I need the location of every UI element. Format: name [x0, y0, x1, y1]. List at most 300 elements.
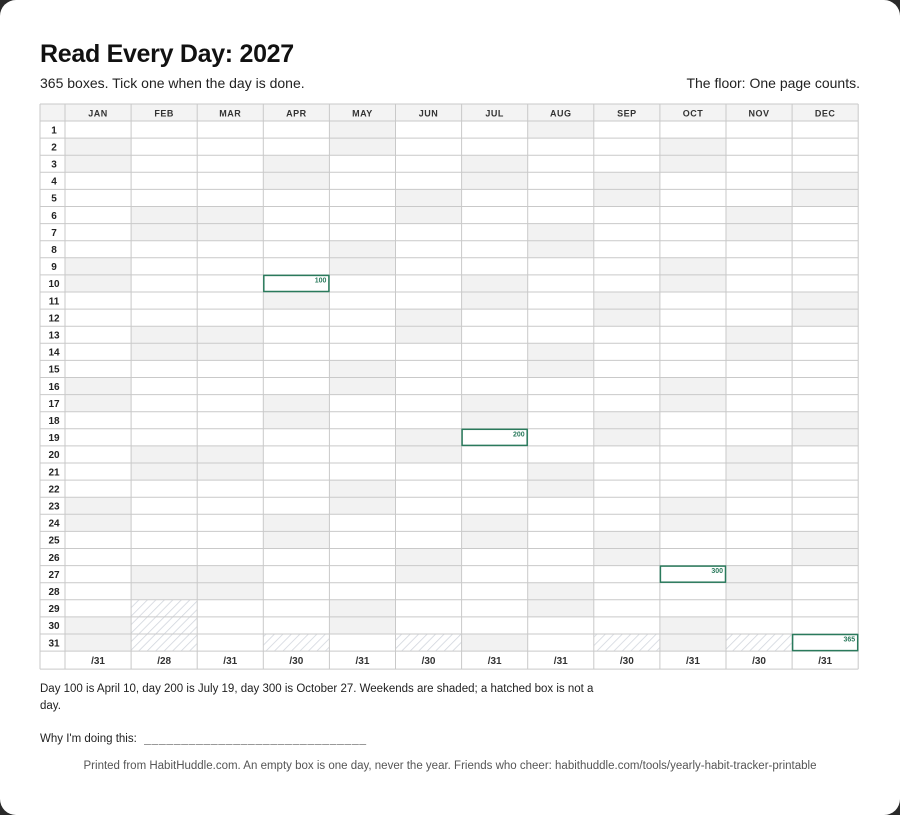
weekend-day-box[interactable] — [462, 395, 528, 412]
day-box[interactable] — [594, 343, 660, 360]
weekend-day-box[interactable] — [594, 429, 660, 446]
day-box[interactable] — [726, 155, 792, 172]
weekend-day-box[interactable] — [396, 566, 462, 583]
day-box[interactable] — [660, 360, 726, 377]
day-box[interactable] — [65, 326, 131, 343]
day-box[interactable] — [462, 258, 528, 275]
weekend-day-box[interactable] — [792, 412, 858, 429]
day-box[interactable] — [462, 566, 528, 583]
weekend-day-box[interactable] — [528, 343, 594, 360]
weekend-day-box[interactable] — [660, 155, 726, 172]
day-box[interactable] — [65, 207, 131, 224]
day-box[interactable] — [263, 224, 329, 241]
day-box[interactable] — [396, 241, 462, 258]
day-box[interactable] — [396, 531, 462, 548]
day-box[interactable] — [462, 241, 528, 258]
day-box[interactable] — [65, 189, 131, 206]
day-box[interactable] — [792, 480, 858, 497]
day-box[interactable] — [594, 446, 660, 463]
day-box[interactable] — [65, 549, 131, 566]
day-box[interactable] — [792, 617, 858, 634]
day-box[interactable] — [792, 463, 858, 480]
weekend-day-box[interactable] — [726, 463, 792, 480]
day-box[interactable] — [660, 189, 726, 206]
day-box[interactable] — [726, 189, 792, 206]
day-box[interactable] — [263, 138, 329, 155]
day-box[interactable] — [65, 241, 131, 258]
day-box[interactable] — [594, 395, 660, 412]
day-box[interactable] — [726, 258, 792, 275]
day-box[interactable] — [65, 480, 131, 497]
weekend-day-box[interactable] — [131, 566, 197, 583]
day-box[interactable] — [396, 600, 462, 617]
weekend-day-box[interactable] — [396, 446, 462, 463]
day-box[interactable] — [329, 634, 395, 651]
weekend-day-box[interactable] — [660, 138, 726, 155]
day-box[interactable] — [594, 583, 660, 600]
day-box[interactable] — [792, 600, 858, 617]
day-box[interactable] — [329, 326, 395, 343]
day-box[interactable] — [65, 531, 131, 548]
weekend-day-box[interactable] — [792, 429, 858, 446]
day-box[interactable] — [65, 343, 131, 360]
day-box[interactable] — [528, 275, 594, 292]
day-box[interactable] — [197, 258, 263, 275]
day-box[interactable] — [726, 172, 792, 189]
day-box[interactable] — [528, 309, 594, 326]
day-box[interactable] — [594, 480, 660, 497]
weekend-day-box[interactable] — [528, 121, 594, 138]
weekend-day-box[interactable] — [396, 309, 462, 326]
day-box[interactable] — [263, 326, 329, 343]
day-box[interactable] — [726, 600, 792, 617]
weekend-day-box[interactable] — [396, 326, 462, 343]
weekend-day-box[interactable] — [329, 600, 395, 617]
day-box[interactable] — [528, 634, 594, 651]
day-box[interactable] — [660, 463, 726, 480]
weekend-day-box[interactable] — [329, 480, 395, 497]
day-box[interactable] — [197, 549, 263, 566]
day-box[interactable] — [329, 583, 395, 600]
day-box[interactable] — [528, 429, 594, 446]
day-box[interactable] — [65, 566, 131, 583]
weekend-day-box[interactable] — [660, 258, 726, 275]
day-box[interactable] — [131, 155, 197, 172]
day-box[interactable] — [396, 275, 462, 292]
weekend-day-box[interactable] — [65, 155, 131, 172]
weekend-day-box[interactable] — [131, 326, 197, 343]
weekend-day-box[interactable] — [792, 172, 858, 189]
weekend-day-box[interactable] — [329, 378, 395, 395]
day-box[interactable] — [726, 617, 792, 634]
day-box[interactable] — [462, 600, 528, 617]
day-box[interactable] — [131, 531, 197, 548]
day-box[interactable] — [263, 343, 329, 360]
day-box[interactable] — [462, 378, 528, 395]
day-box[interactable] — [660, 292, 726, 309]
day-box[interactable] — [792, 224, 858, 241]
day-box[interactable] — [462, 207, 528, 224]
day-box[interactable] — [329, 514, 395, 531]
day-box[interactable] — [396, 497, 462, 514]
weekend-day-box[interactable] — [65, 258, 131, 275]
weekend-day-box[interactable] — [792, 292, 858, 309]
day-box[interactable] — [528, 155, 594, 172]
day-box[interactable] — [396, 463, 462, 480]
day-box[interactable] — [528, 292, 594, 309]
day-box[interactable] — [263, 241, 329, 258]
day-box[interactable] — [329, 343, 395, 360]
day-box[interactable] — [528, 446, 594, 463]
day-box[interactable] — [329, 566, 395, 583]
day-box[interactable] — [263, 258, 329, 275]
weekend-day-box[interactable] — [396, 207, 462, 224]
weekend-day-box[interactable] — [792, 549, 858, 566]
day-box[interactable] — [131, 241, 197, 258]
weekend-day-box[interactable] — [131, 207, 197, 224]
weekend-day-box[interactable] — [329, 497, 395, 514]
day-box[interactable] — [197, 292, 263, 309]
day-box[interactable] — [462, 617, 528, 634]
day-box[interactable] — [726, 412, 792, 429]
weekend-day-box[interactable] — [462, 155, 528, 172]
weekend-day-box[interactable] — [726, 566, 792, 583]
day-box[interactable] — [197, 600, 263, 617]
day-box[interactable] — [792, 207, 858, 224]
weekend-day-box[interactable] — [792, 189, 858, 206]
weekend-day-box[interactable] — [65, 617, 131, 634]
day-box[interactable] — [396, 172, 462, 189]
day-box[interactable] — [594, 326, 660, 343]
day-box[interactable] — [197, 360, 263, 377]
day-box[interactable] — [131, 429, 197, 446]
weekend-day-box[interactable] — [65, 497, 131, 514]
day-box[interactable] — [462, 138, 528, 155]
day-box[interactable] — [528, 395, 594, 412]
weekend-day-box[interactable] — [660, 634, 726, 651]
day-box[interactable] — [197, 497, 263, 514]
day-box[interactable] — [263, 121, 329, 138]
day-box[interactable] — [263, 480, 329, 497]
day-box[interactable] — [396, 138, 462, 155]
weekend-day-box[interactable] — [594, 189, 660, 206]
day-box[interactable] — [65, 309, 131, 326]
day-box[interactable] — [65, 429, 131, 446]
day-box[interactable] — [726, 360, 792, 377]
weekend-day-box[interactable] — [263, 292, 329, 309]
weekend-day-box[interactable] — [726, 326, 792, 343]
weekend-day-box[interactable] — [528, 241, 594, 258]
day-box[interactable] — [197, 138, 263, 155]
weekend-day-box[interactable] — [329, 138, 395, 155]
weekend-day-box[interactable] — [263, 531, 329, 548]
weekend-day-box[interactable] — [65, 514, 131, 531]
day-box[interactable] — [396, 378, 462, 395]
day-box[interactable] — [396, 514, 462, 531]
day-box[interactable] — [131, 258, 197, 275]
day-box[interactable] — [329, 189, 395, 206]
day-box[interactable] — [197, 241, 263, 258]
day-box[interactable] — [263, 309, 329, 326]
weekend-day-box[interactable] — [792, 309, 858, 326]
weekend-day-box[interactable] — [65, 395, 131, 412]
weekend-day-box[interactable] — [660, 378, 726, 395]
day-box[interactable] — [726, 378, 792, 395]
weekend-day-box[interactable] — [329, 360, 395, 377]
day-box[interactable] — [792, 360, 858, 377]
day-box[interactable] — [726, 275, 792, 292]
weekend-day-box[interactable] — [65, 138, 131, 155]
day-box[interactable] — [660, 583, 726, 600]
day-box[interactable] — [197, 514, 263, 531]
day-box[interactable] — [594, 360, 660, 377]
day-box[interactable] — [660, 412, 726, 429]
weekend-day-box[interactable] — [329, 258, 395, 275]
day-box[interactable] — [462, 480, 528, 497]
day-box[interactable] — [197, 412, 263, 429]
day-box[interactable] — [263, 583, 329, 600]
day-box[interactable] — [726, 514, 792, 531]
day-box[interactable] — [329, 395, 395, 412]
day-box[interactable] — [65, 292, 131, 309]
weekend-day-box[interactable] — [726, 583, 792, 600]
day-box[interactable] — [197, 155, 263, 172]
day-box[interactable] — [462, 497, 528, 514]
day-box[interactable] — [792, 241, 858, 258]
day-box[interactable] — [131, 378, 197, 395]
day-box[interactable] — [329, 172, 395, 189]
weekend-day-box[interactable] — [594, 412, 660, 429]
day-box[interactable] — [528, 412, 594, 429]
weekend-day-box[interactable] — [462, 412, 528, 429]
weekend-day-box[interactable] — [263, 412, 329, 429]
weekend-day-box[interactable] — [726, 446, 792, 463]
day-box[interactable] — [462, 224, 528, 241]
weekend-day-box[interactable] — [594, 172, 660, 189]
weekend-day-box[interactable] — [528, 360, 594, 377]
weekend-day-box[interactable] — [594, 292, 660, 309]
day-box[interactable] — [528, 138, 594, 155]
day-box[interactable] — [594, 497, 660, 514]
day-box[interactable] — [462, 121, 528, 138]
day-box[interactable] — [65, 172, 131, 189]
day-box[interactable] — [528, 497, 594, 514]
day-box[interactable] — [197, 172, 263, 189]
day-box[interactable] — [792, 343, 858, 360]
day-box[interactable] — [528, 531, 594, 548]
weekend-day-box[interactable] — [462, 292, 528, 309]
weekend-day-box[interactable] — [263, 172, 329, 189]
weekend-day-box[interactable] — [65, 378, 131, 395]
day-box[interactable] — [792, 514, 858, 531]
weekend-day-box[interactable] — [197, 326, 263, 343]
day-box[interactable] — [329, 463, 395, 480]
day-box[interactable] — [329, 155, 395, 172]
day-box[interactable] — [726, 138, 792, 155]
day-box[interactable] — [65, 224, 131, 241]
day-box[interactable] — [131, 189, 197, 206]
weekend-day-box[interactable] — [197, 343, 263, 360]
weekend-day-box[interactable] — [131, 343, 197, 360]
day-box[interactable] — [462, 326, 528, 343]
day-box[interactable] — [528, 514, 594, 531]
day-box[interactable] — [131, 514, 197, 531]
day-box[interactable] — [594, 566, 660, 583]
day-box[interactable] — [594, 258, 660, 275]
day-box[interactable] — [462, 549, 528, 566]
day-box[interactable] — [792, 138, 858, 155]
day-box[interactable] — [329, 309, 395, 326]
weekend-day-box[interactable] — [263, 514, 329, 531]
day-box[interactable] — [660, 241, 726, 258]
weekend-day-box[interactable] — [197, 463, 263, 480]
day-box[interactable] — [792, 326, 858, 343]
day-box[interactable] — [131, 138, 197, 155]
day-box[interactable] — [792, 395, 858, 412]
day-box[interactable] — [594, 600, 660, 617]
day-box[interactable] — [131, 497, 197, 514]
weekend-day-box[interactable] — [131, 446, 197, 463]
weekend-day-box[interactable] — [726, 207, 792, 224]
day-box[interactable] — [396, 395, 462, 412]
day-box[interactable] — [792, 275, 858, 292]
day-box[interactable] — [65, 121, 131, 138]
day-box[interactable] — [65, 360, 131, 377]
weekend-day-box[interactable] — [528, 600, 594, 617]
day-box[interactable] — [396, 343, 462, 360]
day-box[interactable] — [197, 617, 263, 634]
day-box[interactable] — [131, 480, 197, 497]
day-box[interactable] — [131, 360, 197, 377]
day-box[interactable] — [197, 378, 263, 395]
weekend-day-box[interactable] — [263, 155, 329, 172]
day-box[interactable] — [462, 343, 528, 360]
day-box[interactable] — [329, 207, 395, 224]
day-box[interactable] — [396, 412, 462, 429]
day-box[interactable] — [528, 378, 594, 395]
day-box[interactable] — [396, 224, 462, 241]
day-box[interactable] — [792, 566, 858, 583]
day-box[interactable] — [660, 326, 726, 343]
weekend-day-box[interactable] — [197, 207, 263, 224]
day-box[interactable] — [263, 600, 329, 617]
day-box[interactable] — [131, 121, 197, 138]
day-box[interactable] — [594, 207, 660, 224]
day-box[interactable] — [329, 292, 395, 309]
day-box[interactable] — [263, 446, 329, 463]
day-box[interactable] — [594, 275, 660, 292]
day-box[interactable] — [660, 600, 726, 617]
weekend-day-box[interactable] — [462, 634, 528, 651]
day-box[interactable] — [660, 429, 726, 446]
day-box[interactable] — [197, 275, 263, 292]
day-box[interactable] — [660, 172, 726, 189]
why-blank-line[interactable]: ______________________________ — [144, 731, 367, 745]
day-box[interactable] — [528, 172, 594, 189]
weekend-day-box[interactable] — [329, 121, 395, 138]
day-box[interactable] — [65, 446, 131, 463]
day-box[interactable] — [660, 207, 726, 224]
weekend-day-box[interactable] — [660, 275, 726, 292]
day-box[interactable] — [594, 138, 660, 155]
weekend-day-box[interactable] — [528, 463, 594, 480]
day-box[interactable] — [462, 360, 528, 377]
day-box[interactable] — [65, 412, 131, 429]
day-box[interactable] — [263, 378, 329, 395]
day-box[interactable] — [263, 207, 329, 224]
weekend-day-box[interactable] — [660, 617, 726, 634]
weekend-day-box[interactable] — [131, 463, 197, 480]
weekend-day-box[interactable] — [131, 583, 197, 600]
day-box[interactable] — [329, 275, 395, 292]
day-box[interactable] — [528, 617, 594, 634]
day-box[interactable] — [726, 531, 792, 548]
day-box[interactable] — [396, 583, 462, 600]
day-box[interactable] — [462, 309, 528, 326]
day-box[interactable] — [263, 360, 329, 377]
weekend-day-box[interactable] — [462, 275, 528, 292]
day-box[interactable] — [462, 446, 528, 463]
day-box[interactable] — [396, 258, 462, 275]
weekend-day-box[interactable] — [462, 514, 528, 531]
day-box[interactable] — [329, 531, 395, 548]
day-box[interactable] — [65, 463, 131, 480]
weekend-day-box[interactable] — [726, 224, 792, 241]
day-box[interactable] — [594, 378, 660, 395]
day-box[interactable] — [726, 480, 792, 497]
weekend-day-box[interactable] — [462, 531, 528, 548]
day-box[interactable] — [726, 395, 792, 412]
day-box[interactable] — [263, 566, 329, 583]
day-box[interactable] — [396, 360, 462, 377]
weekend-day-box[interactable] — [660, 497, 726, 514]
day-box[interactable] — [792, 155, 858, 172]
day-box[interactable] — [65, 583, 131, 600]
weekend-day-box[interactable] — [792, 531, 858, 548]
day-box[interactable] — [396, 480, 462, 497]
day-box[interactable] — [329, 224, 395, 241]
day-box[interactable] — [792, 258, 858, 275]
weekend-day-box[interactable] — [65, 275, 131, 292]
weekend-day-box[interactable] — [263, 395, 329, 412]
day-box[interactable] — [594, 241, 660, 258]
weekend-day-box[interactable] — [197, 224, 263, 241]
day-box[interactable] — [263, 429, 329, 446]
day-box[interactable] — [197, 634, 263, 651]
day-box[interactable] — [263, 463, 329, 480]
day-box[interactable] — [528, 326, 594, 343]
weekend-day-box[interactable] — [197, 446, 263, 463]
day-box[interactable] — [594, 155, 660, 172]
day-box[interactable] — [462, 463, 528, 480]
weekend-day-box[interactable] — [131, 224, 197, 241]
weekend-day-box[interactable] — [660, 395, 726, 412]
day-box[interactable] — [528, 258, 594, 275]
day-box[interactable] — [726, 309, 792, 326]
day-box[interactable] — [131, 309, 197, 326]
day-box[interactable] — [660, 343, 726, 360]
day-box[interactable] — [594, 463, 660, 480]
day-box[interactable] — [263, 549, 329, 566]
day-box[interactable] — [660, 224, 726, 241]
weekend-day-box[interactable] — [660, 514, 726, 531]
day-box[interactable] — [528, 189, 594, 206]
weekend-day-box[interactable] — [594, 309, 660, 326]
day-box[interactable] — [197, 480, 263, 497]
day-box[interactable] — [726, 429, 792, 446]
weekend-day-box[interactable] — [594, 531, 660, 548]
day-box[interactable] — [594, 617, 660, 634]
